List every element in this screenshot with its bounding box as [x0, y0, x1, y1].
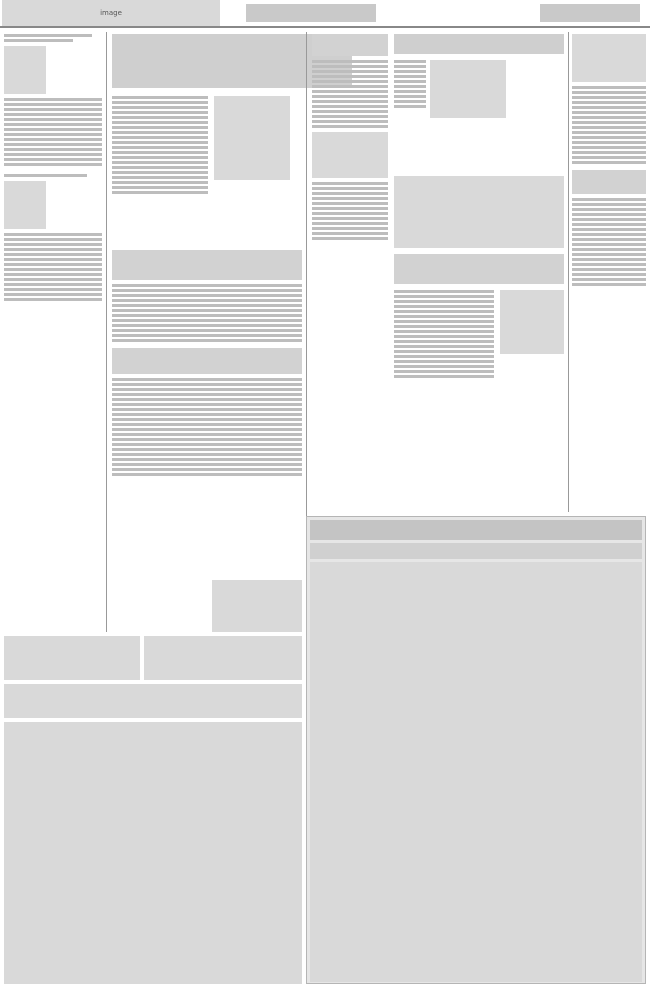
right-headline-2 — [394, 254, 564, 284]
left-column — [4, 34, 102, 524]
lead-body-text — [112, 96, 208, 246]
ad-box-2 — [144, 636, 302, 680]
center-photo — [312, 132, 388, 178]
right-text-1 — [394, 60, 426, 170]
right-headline — [394, 34, 564, 54]
masthead-right — [540, 4, 640, 22]
middle-columns — [112, 250, 302, 630]
ad-strip — [4, 684, 302, 718]
portrait-photo-1 — [4, 46, 46, 94]
column-rule-3 — [568, 32, 569, 512]
center-column — [312, 34, 388, 474]
middle-photo — [212, 580, 302, 632]
far-right-photo — [572, 34, 646, 82]
ad-box-1 — [4, 636, 140, 680]
job-advertisement-body — [310, 562, 642, 982]
lead-photo — [214, 96, 290, 180]
university-advertisement — [4, 722, 302, 984]
job-advertisement — [306, 516, 646, 984]
masthead-rule — [0, 26, 650, 28]
right-photo — [430, 60, 506, 118]
right-photo-2 — [500, 290, 564, 354]
portrait-photo-2 — [4, 181, 46, 229]
masthead-left-label: image — [100, 9, 122, 17]
right-text-2 — [394, 290, 494, 460]
column-rule-1 — [106, 32, 107, 632]
right-advertisement — [394, 176, 564, 248]
far-right-column — [572, 34, 646, 510]
masthead-left — [2, 0, 220, 26]
masthead-center — [246, 4, 376, 22]
